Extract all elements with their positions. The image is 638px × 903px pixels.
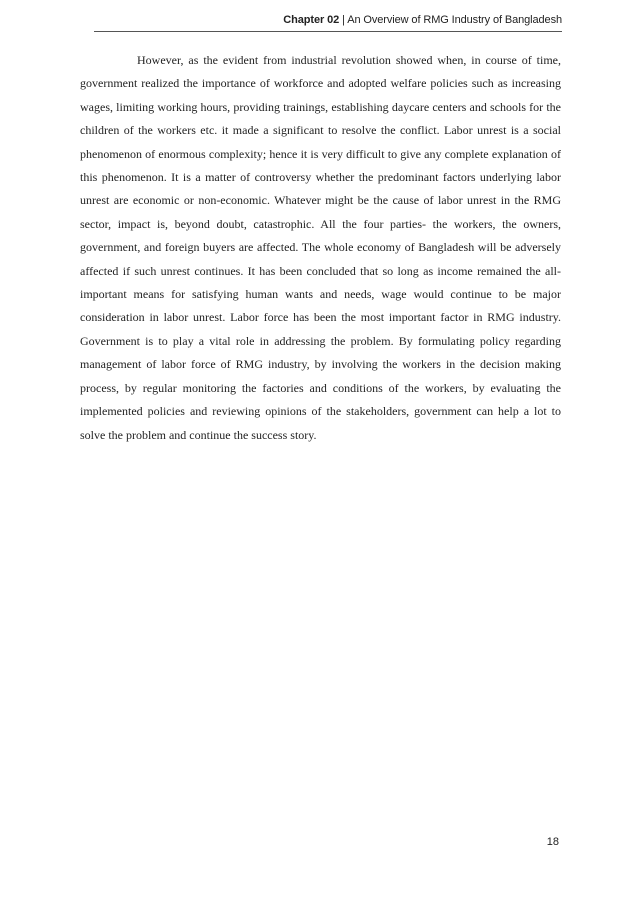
header-chapter: Chapter 02 — [283, 14, 340, 26]
running-header — [283, 14, 562, 26]
header-title: An Overview of RMG Industry of Bangladesh — [347, 14, 562, 26]
header-separator: | — [339, 14, 348, 26]
page-number: 18 — [546, 836, 559, 848]
body-paragraph: However, as the evident from industrial revolution showed when, in course of time, government realized the importance of workforce and adopted welfare policies such as increasing wages, limiting working hours, providing trainings, establishing daycare centers and schools for the children of the workers etc. it made a significant to resolve the conflict. Labor unrest is a social phenomenon of enormous complexity; hence it is very difficult to give any complete explanation of this phenomenon. It is a matter of controversy whether the predominant factors underlying labor unrest are economic or non-economic. Whatever might be the cause of labor unrest in the RMG sector, impact is, beyond doubt, catastrophic. All the four parties- the workers, the owners, government, and foreign buyers are affected. The whole economy of Bangladesh will be adversely affected if such unrest continues. It has been concluded that so long as income remained the all-important means for satisfying human wants and needs, wage would continue to be major consideration in labor unrest. Labor force has been the most important factor in RMG industry. Government is to play a vital role in addressing the problem. By formulating policy regarding management of labor force of RMG industry, by involving the workers in the decision making process, by regular monitoring the factories and conditions of the workers, by evaluating the implemented policies and reviewing opinions of the stakeholders, government can help a lot to solve the problem and continue the success story. — [80, 53, 561, 442]
header-rule — [94, 31, 562, 32]
